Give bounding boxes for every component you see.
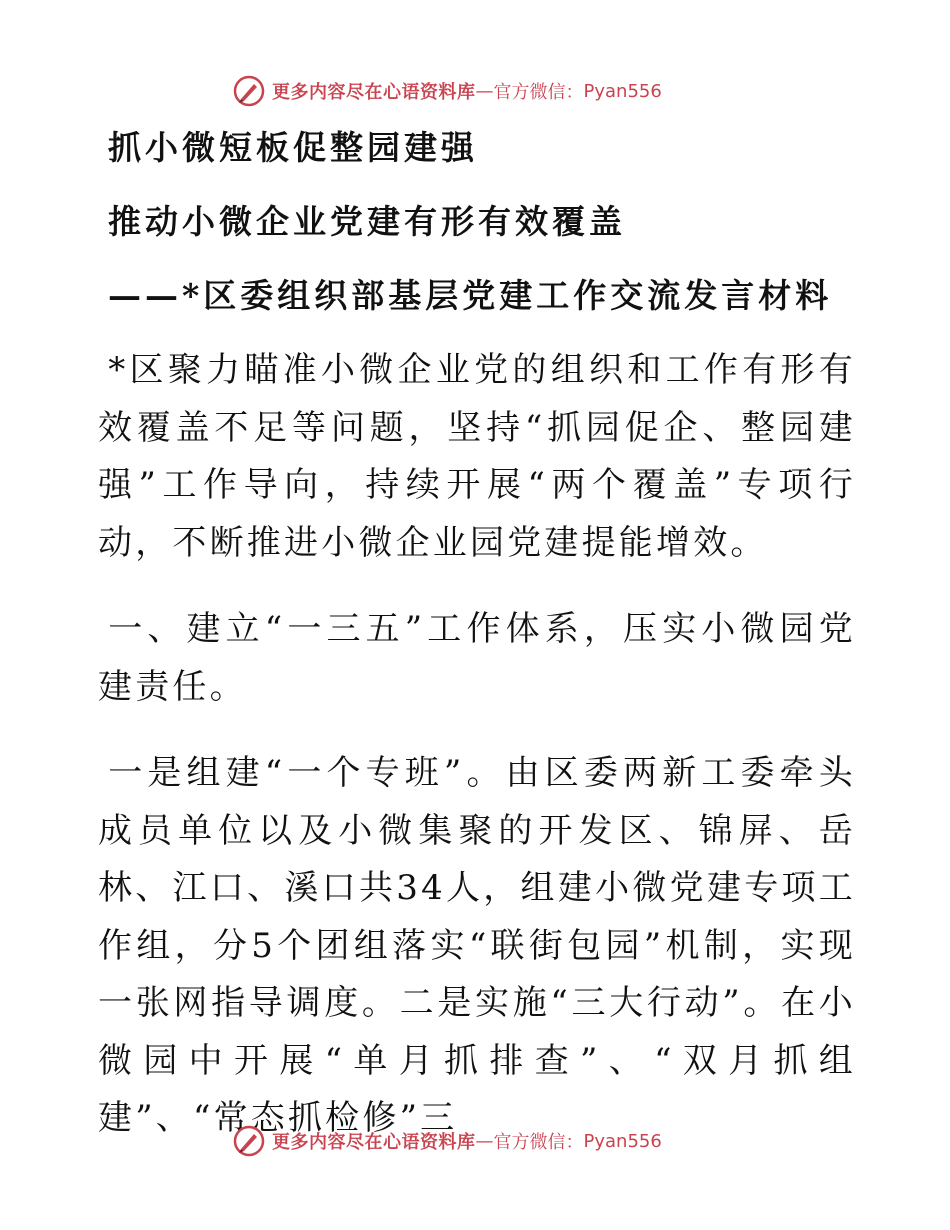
- watermark-header: [232, 74, 662, 108]
- watermark-wechat-id: Pyan556: [583, 1130, 662, 1152]
- document-title: 抓小微短板促整园建强: [108, 128, 478, 167]
- watermark-dash: —: [475, 80, 494, 102]
- watermark-label: 官方微信：: [493, 1132, 584, 1153]
- section-heading: 一、建立“一三五”工作体系，压实小微园党建责任。: [98, 609, 856, 707]
- watermark-label: 官方微信：: [493, 82, 584, 103]
- pen-logo-icon: [232, 1124, 266, 1158]
- watermark-site-text: 更多内容尽在心语资料库: [272, 82, 476, 103]
- watermark-wechat-id: Pyan556: [583, 80, 662, 102]
- document-source-line: ——*区委组织部基层党建工作交流发言材料: [108, 276, 833, 315]
- document-subtitle: 推动小微企业党建有形有效覆盖: [108, 202, 626, 241]
- watermark-site-text: 更多内容尽在心语资料库: [272, 1132, 476, 1153]
- paragraph-intro: *区聚力瞄准小微企业党的组织和工作有形有效覆盖不足等问题，坚持“抓园促企、整园建强”工作导向，持续开展“两个覆盖”专项行动，不断推进小微企业园党建提能增效。: [98, 350, 856, 563]
- pen-logo-icon: [232, 74, 266, 108]
- document-body: [98, 124, 856, 1148]
- watermark-footer: [232, 1124, 662, 1158]
- paragraph-body: 一是组建“一个专班”。由区委两新工委牵头成员单位以及小微集聚的开发区、锦屏、岳林、江口、溪口共34人，组建小微党建专项工作组，分5个团组落实“联街包园”机制，实现一张网指导调度。二是实施“三大行动”。在小微园中开展“单月抓排查”、“双月抓组建”、“常态抓检修”三: [98, 753, 856, 1138]
- watermark-dash: —: [475, 1130, 494, 1152]
